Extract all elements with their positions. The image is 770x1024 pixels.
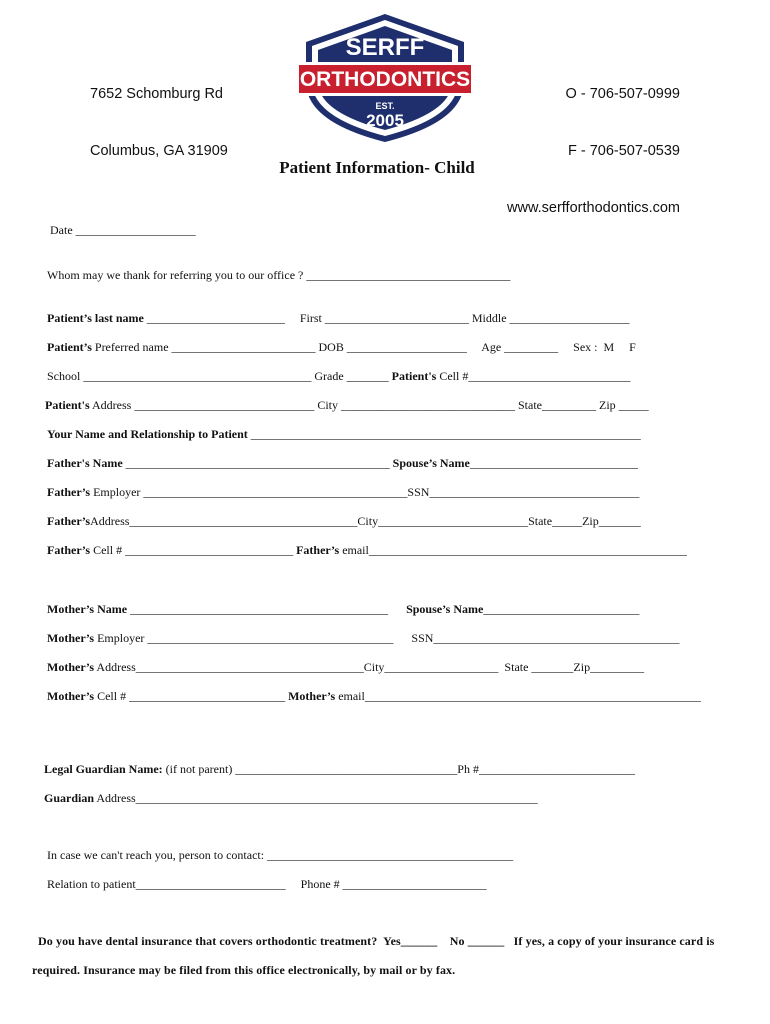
patient-address-label: Patient's <box>45 398 90 412</box>
insurance-note: required. Insurance may be filed from this office electronically, by mail or by fax. <box>32 963 456 977</box>
patient-cell-label: Patient's <box>391 369 437 383</box>
address-line-2: Columbus, GA 31909 <box>90 143 228 159</box>
mother-employer-row[interactable] <box>47 631 679 645</box>
mother-spouse-label: Spouse’s Name <box>406 602 484 616</box>
office-contact <box>507 47 680 237</box>
address-line-1: 7652 Schomburg Rd <box>90 86 223 102</box>
school-grade-fields[interactable]: School ______________________________________ Grade _______ <box>47 369 392 383</box>
patient-details-fields[interactable]: Preferred name ________________________ DOB ____________________ Age _________ Sex : M F <box>91 340 636 354</box>
father-name-row[interactable] <box>47 456 638 470</box>
patient-preferred-label: Patient’s <box>47 340 92 354</box>
relationship-label: Your Name and Relationship to Patient <box>47 427 248 441</box>
mother-address-fields[interactable]: Address______________________________________City___________________ State _______Zip_________ <box>94 660 645 674</box>
logo-year-text: 2005 <box>366 111 404 130</box>
mother-cell-field[interactable]: Cell # __________________________ <box>94 689 289 703</box>
insurance-question[interactable]: Do you have dental insurance that covers orthodontic treatment? Yes______ No ______ If yes, a copy of your insurance card is <box>38 934 715 948</box>
office-website[interactable]: www.serfforthodontics.com <box>507 200 680 216</box>
father-name-field[interactable]: ____________________________________________ <box>122 456 393 470</box>
relationship-field[interactable]: _________________________________________________________________ <box>247 427 641 441</box>
patient-name-row[interactable] <box>47 311 630 325</box>
guardian-address-label: Guardian <box>44 791 95 805</box>
father-cell-field[interactable]: Cell # ____________________________ <box>90 543 297 557</box>
mother-address-row[interactable] <box>47 660 644 674</box>
referral-field[interactable]: Whom may we thank for referring you to our office ? __________________________________ <box>47 268 511 282</box>
office-phone: O - 706-507-0999 <box>565 86 680 102</box>
father-address-fields[interactable]: Address______________________________________City_________________________State_____Zip_______ <box>90 514 641 528</box>
father-spouse-label: Spouse’s Name <box>392 456 470 470</box>
guardian-name-row[interactable] <box>44 762 635 776</box>
father-name-label: Father's Name <box>47 456 123 470</box>
mother-cell-label: Mother’s <box>47 689 95 703</box>
patient-last-name-label: Patient’s last name <box>47 311 144 325</box>
father-employer-row[interactable] <box>47 485 639 499</box>
father-cell-label: Father’s <box>47 543 91 557</box>
guardian-name-label: Legal Guardian Name: <box>44 762 163 776</box>
patient-details-row[interactable] <box>47 340 636 354</box>
patient-address-fields[interactable]: Address ______________________________ City _____________________________ State_________ Zip _____ <box>89 398 649 412</box>
father-email-label: Father’s <box>296 543 340 557</box>
father-email-field[interactable]: email_____________________________________________________ <box>339 543 687 557</box>
patient-cell-field[interactable]: Cell #___________________________ <box>436 369 631 383</box>
mother-cell-row[interactable] <box>47 689 701 703</box>
mother-name-row[interactable] <box>47 602 639 616</box>
mother-employer-label: Mother’s <box>47 631 95 645</box>
page-title: Patient Information- Child <box>279 158 475 177</box>
patient-address-row[interactable] <box>45 398 649 412</box>
mother-email-field[interactable]: email________________________________________________________ <box>335 689 701 703</box>
guardian-name-fields[interactable]: (if not parent) _____________________________________Ph #__________________________ <box>162 762 635 776</box>
school-row[interactable] <box>47 369 630 383</box>
father-employer-label: Father’s <box>47 485 91 499</box>
mother-spouse-field[interactable]: __________________________ <box>483 602 640 616</box>
father-employer-fields[interactable]: Employer ____________________________________________SSN___________________________________ <box>90 485 640 499</box>
office-fax: F - 706-507-0539 <box>567 143 680 159</box>
serff-orthodontics-logo <box>296 12 474 144</box>
emergency-contact-field[interactable]: In case we can't reach you, person to contact: _________________________________________ <box>47 848 514 862</box>
mother-name-field[interactable]: ___________________________________________ <box>127 602 407 616</box>
mother-address-label: Mother’s <box>47 660 95 674</box>
logo-main-text: ORTHODONTICS <box>299 68 471 91</box>
father-address-row[interactable] <box>47 514 641 528</box>
patient-name-fields[interactable]: _______________________ First ________________________ Middle ____________________ <box>143 311 630 325</box>
mother-name-label: Mother’s Name <box>47 602 128 616</box>
logo-est-text: EST. <box>375 101 395 111</box>
mother-email-label: Mother’s <box>288 689 336 703</box>
guardian-address-row[interactable] <box>44 791 538 805</box>
relationship-row[interactable] <box>47 427 641 441</box>
mother-employer-fields[interactable]: Employer _________________________________________ SSN_________________________________________ <box>94 631 680 645</box>
father-address-label: Father’s <box>47 514 91 528</box>
logo-top-text: SERFF <box>345 34 425 61</box>
father-cell-row[interactable] <box>47 543 687 557</box>
relation-phone-row[interactable]: Relation to patient_________________________ Phone # ________________________ <box>47 877 487 891</box>
guardian-address-field[interactable]: Address___________________________________________________________________ <box>94 791 538 805</box>
father-spouse-field[interactable]: ____________________________ <box>469 456 638 470</box>
date-field[interactable]: Date ____________________ <box>50 223 196 237</box>
